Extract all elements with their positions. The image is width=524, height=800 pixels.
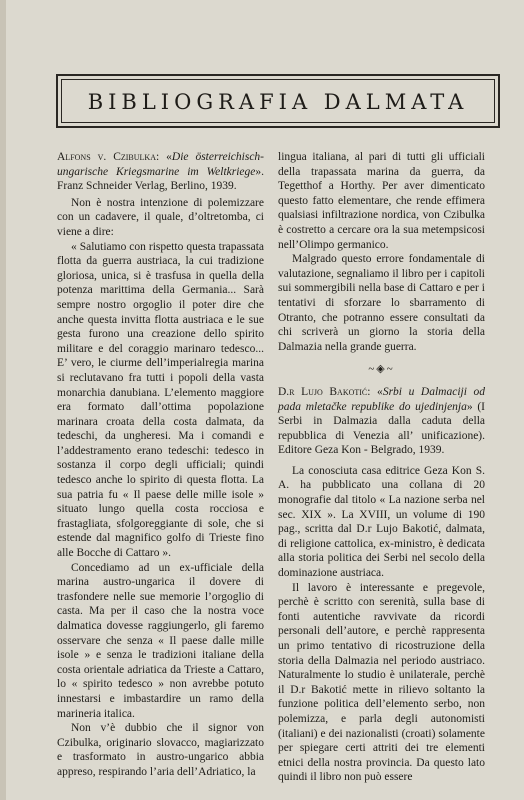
- review-citation-1: [57, 150, 264, 194]
- left-paragraph-4: Non v’è dubbio che il signor von Czibulka, originario slovacco, magiarizzato e trasformato in austro-ungarico abbia appreso, respirando l’aria dell’Adriatico, la: [57, 722, 264, 778]
- section-divider-ornament: ~◈~: [368, 363, 395, 376]
- title-frame: [56, 74, 500, 128]
- review-1-sep: : «: [155, 151, 172, 163]
- left-paragraph-3: Concediamo ad un ex-ufficiale della marina austro-ungarica il dovere di trasfondere nelle sue memorie l’orgoglio di casta. Ma per il caso che la nostra voce dalmatica dovesse raggiungerlo, gli faremo osservare che senza « Il paese dalle mille isole » e senza le tradizioni italiane della costa orientale adriatica da Trieste a Cattaro, lo « spirito tedesco » non avrebbe potuto innestarsi e imbastardire un ramo della marineria italica.: [57, 561, 264, 720]
- review-2-author: D.r Lujo Bakotić: [278, 385, 368, 398]
- left-paragraph-1: Non è nostra intenzione di polemizzare con un cadavere, il quale, d’oltretomba, ci viene a dire:: [57, 196, 264, 238]
- review-1-author: Alfons v. Czibulka: [57, 151, 156, 163]
- page-edge: [0, 0, 6, 800]
- review-1-publisher: ». Franz Schneider Verlag, Berlino, 1939.: [57, 165, 264, 193]
- review-2-book-title: Srbi u Dalmaciji od pada mletačke republike do ujedinjenja: [278, 385, 485, 413]
- right-paragraph-2: Malgrado questo errore fondamentale di valutazione, segnaliamo il libro per i capitoli sui sommergibili nella base di Cattaro e per i tentativi di sforzare lo sbarramento di Otranto, che potranno essere consultati da chi scriverà un giorno la storia della Dalmazia nella grande guerra.: [278, 253, 485, 353]
- right-paragraph-3: La conosciuta casa editrice Geza Kon S. A. ha pubblicato una collana di 20 monografie dal titolo « La nazione serba nel sec. XIX ». La XVIII, un volume di 190 pag., scritta dal D.r Lujo Bakotić, dalmata, di religione cattolica, ex-ministro, è dedicata alla storia politica dei Serbi nel secolo della dominazione austriaca.: [278, 464, 485, 580]
- review-2-sep: : «: [367, 385, 383, 398]
- review-2-publisher: » (I Serbi in Dalmazia dalla caduta della repubblica di Venezia all’ unificazione). Editore Geza Kon - Belgrado, 1939.: [278, 400, 485, 457]
- right-column: [278, 150, 485, 785]
- right-paragraph-4: Il lavoro è interessante e pregevole, perchè è scritto con serenità, sulla base di fonti autentiche ravvivate da ricordi personali dell’autore, e perchè rappresenta un primo tentativo di ricostruzione della storia della Dalmazia nel periodo austriaco. Naturalmente lo studio è unilaterale, perchè il D.r Bakotić mette in rilievo soltanto la funzione politica dell’elemento serbo, non polemizza, e parla degli autonomisti (italiani) e dei nazionalisti (croati) solamente per spiegare certi attriti dei tre elementi etnici della nostra provincia. Da questo lato quindi il libro non può essere: [278, 581, 485, 784]
- left-column: [57, 150, 264, 780]
- left-paragraph-2: « Salutiamo con rispetto questa trapassata flotta da guerra austriaca, la cui tradizione gloriosa, unica, si è trasfusa in quella della potenza marittima della Germania... Sarà sempre nostro orgoglio il poter dire che anche questa invitta flotta austriaca e le sue gesta furono una creazione dello spirito militare e del coraggio marinaro tedesco... E’ vero, le ciurme dell’imperialregia marina si reclutavano fra tutti i popoli della vasta monarchia danubiana. L’elemento maggiore era formato dall’ottima popolazione marinara croata della costa dalmata, da tedeschi, da ungheresi. Ma i comandi e l’addestramento erano tedeschi: tedesco in sostanza il corpo degli ufficiali; quindi tedesco anche lo spirito di questa flotta. La sua patria fu « Il paese delle mille isole » situato lungo quella costa rocciosa e frastagliata, sfolgoreggiante di sole, che si estende dal magnifico golfo di Trieste fino alle Bocche di Cattaro ».: [57, 240, 264, 560]
- page-title: BIBLIOGRAFIA DALMATA: [87, 90, 469, 114]
- right-paragraph-1: lingua italiana, al pari di tutti gli ufficiali della trapassata marina da guerra, da Tegetthof a Horthy. Per aver dimenticato questo fatto elementare, che rende effimera qualsiasi infiltrazione nordica, von Czibulka è costretto a cercare ora la sua metempsicosi nell’Olimpo germanico.: [278, 151, 485, 251]
- review-citation-2: [278, 385, 485, 458]
- review-1-book-title: Die österreichisch-ungarische Kriegsmarine im Weltkriege: [57, 151, 265, 178]
